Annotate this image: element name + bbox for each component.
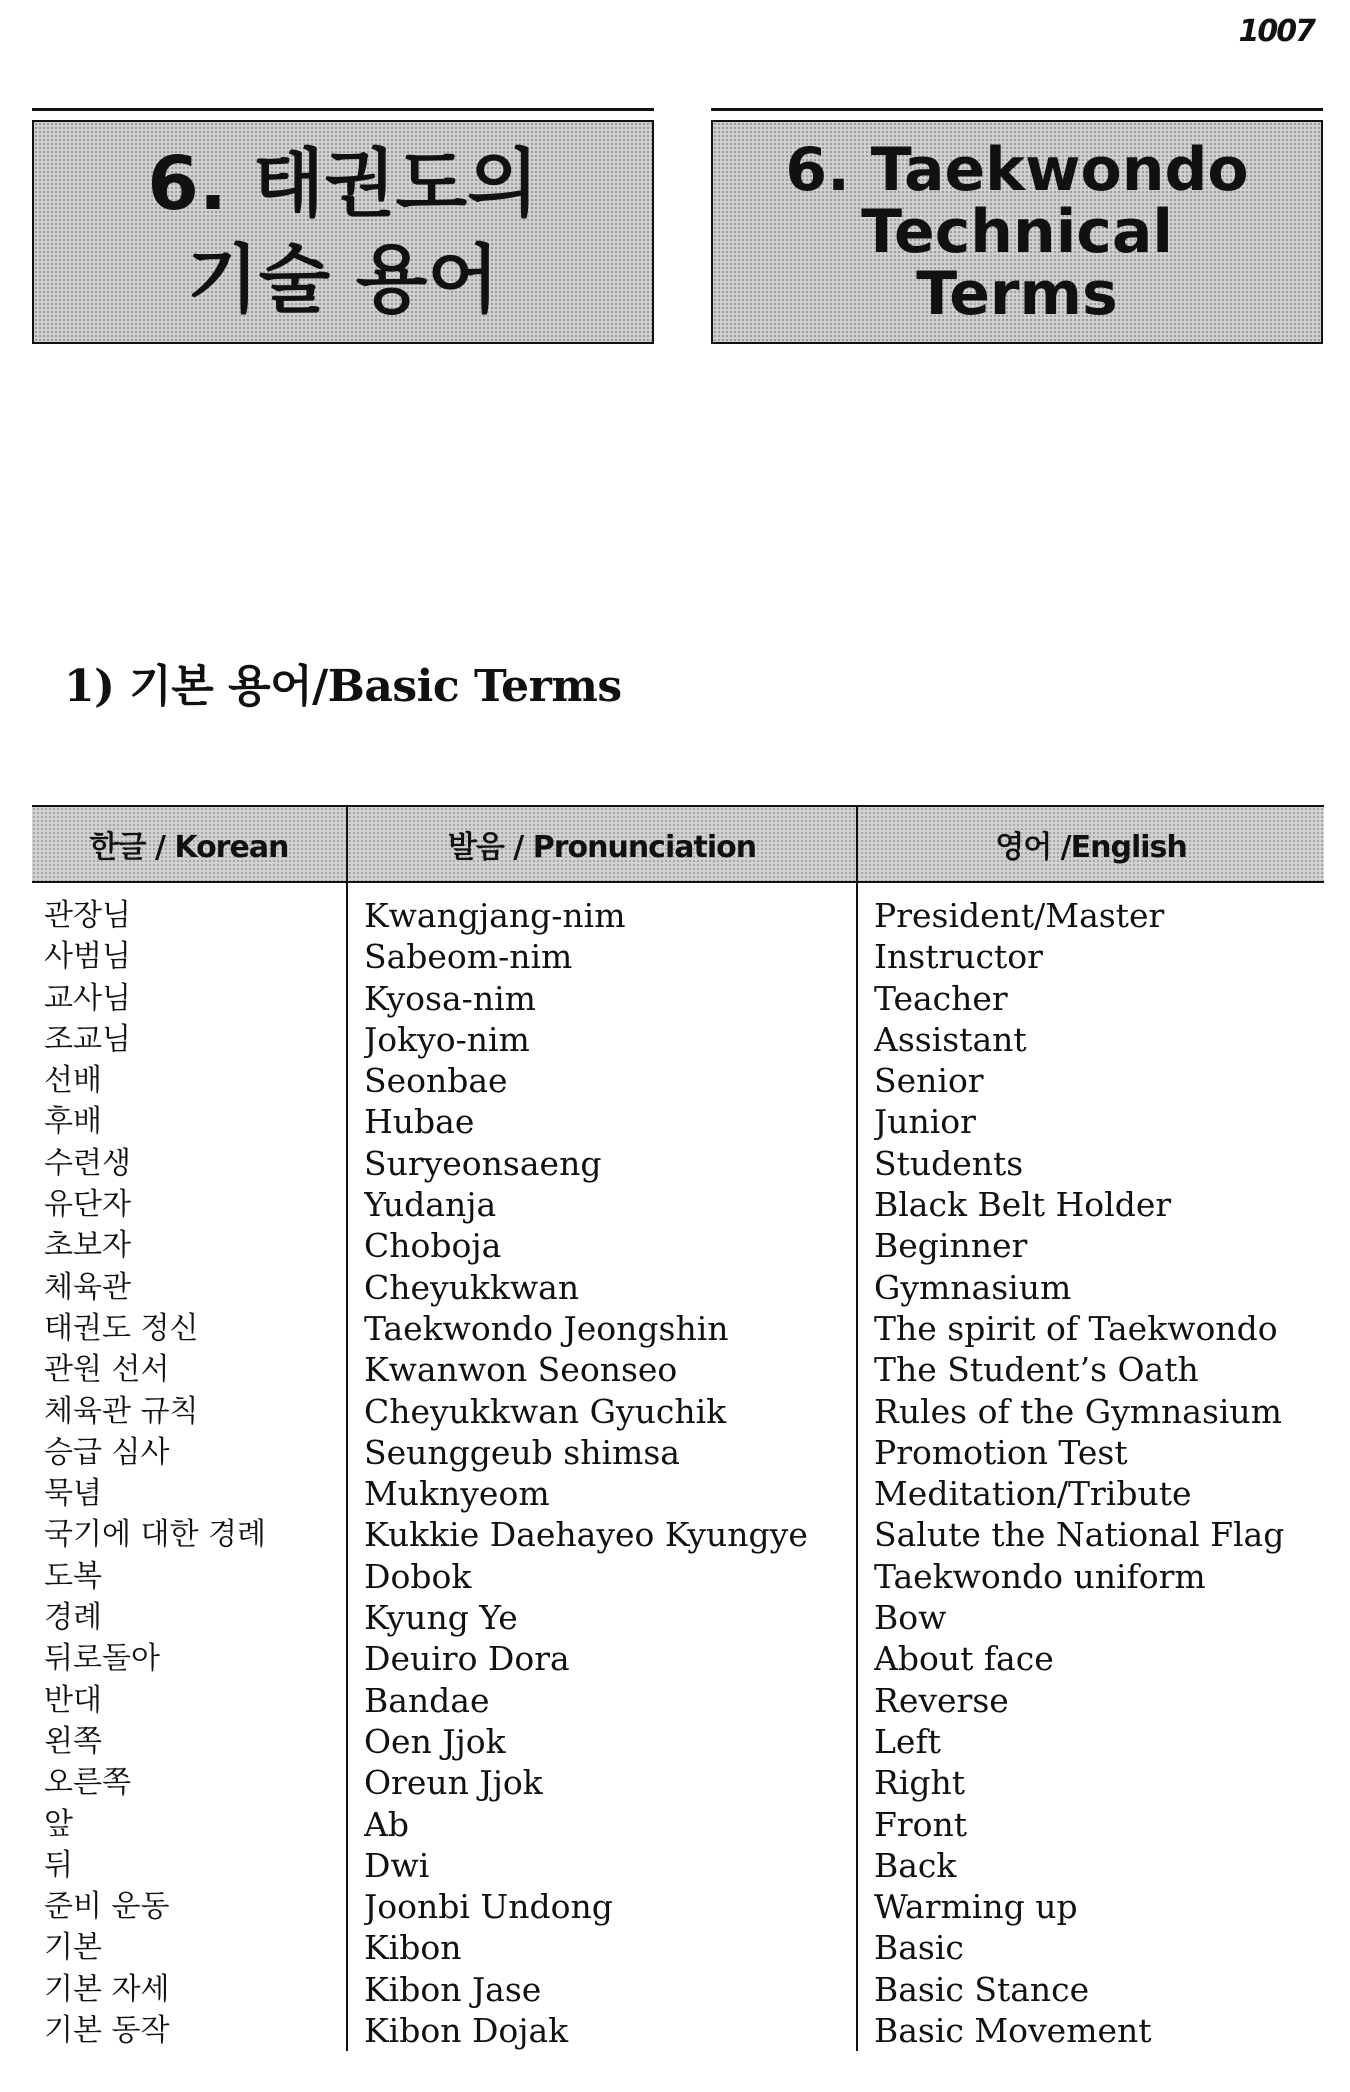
cell-english: Basic Movement <box>874 2011 1152 2051</box>
cell-english: Right <box>874 1763 966 1803</box>
cell-english: Students <box>874 1143 1024 1183</box>
header-english: 영어 /English <box>856 807 1324 881</box>
cell-pronunciation: Taekwondo Jeongshin <box>364 1308 729 1348</box>
cell-english: Instructor <box>874 937 1043 977</box>
cell-korean: 체육관 규칙 <box>44 1393 199 1429</box>
cell-pronunciation: Dwi <box>364 1845 430 1885</box>
cell-english: About face <box>874 1639 1054 1679</box>
cell-english: Left <box>874 1721 941 1761</box>
cell-pronunciation: Cheyukkwan <box>364 1267 580 1307</box>
cell-korean: 기본 자세 <box>44 1971 170 2007</box>
title-rule-left <box>32 108 654 111</box>
cell-english: Basic <box>874 1928 964 1968</box>
cell-english: Bow <box>874 1598 947 1638</box>
cell-pronunciation: Oen Jjok <box>364 1721 506 1761</box>
header-pronunciation: 발음 / Pronunciation <box>346 807 856 881</box>
cell-pronunciation: Choboja <box>364 1226 502 1266</box>
cell-korean: 묵념 <box>44 1476 102 1512</box>
cell-korean: 후배 <box>44 1104 102 1140</box>
chapter-title-english-line: Technical <box>861 197 1173 267</box>
cell-korean: 앞 <box>44 1806 73 1842</box>
cell-korean: 국기에 대한 경례 <box>44 1517 266 1553</box>
cell-english: Senior <box>874 1061 984 1101</box>
chapter-title-korean-line: 기술 용어 <box>187 237 499 323</box>
cell-pronunciation: Cheyukkwan Gyuchik <box>364 1391 727 1431</box>
cell-korean: 기본 <box>44 1930 102 1966</box>
cell-pronunciation: Kukkie Daehayeo Kyungye <box>364 1515 808 1555</box>
cell-korean: 선배 <box>44 1063 102 1099</box>
cell-english: Promotion Test <box>874 1432 1128 1472</box>
cell-english: Gymnasium <box>874 1267 1072 1307</box>
chapter-title-english-line: 6. Taekwondo <box>785 135 1249 205</box>
table-header-row <box>32 805 1324 883</box>
cell-english: Beginner <box>874 1226 1028 1266</box>
cell-english: Warming up <box>874 1887 1078 1927</box>
title-rule-right <box>711 108 1323 111</box>
cell-english: The spirit of Taekwondo <box>874 1308 1278 1348</box>
cell-korean: 태권도 정신 <box>44 1310 199 1346</box>
cell-english: Junior <box>874 1102 976 1142</box>
cell-korean: 오른쪽 <box>44 1765 131 1801</box>
cell-korean: 반대 <box>44 1682 102 1718</box>
cell-english: Assistant <box>874 1019 1027 1059</box>
cell-pronunciation: Deuiro Dora <box>364 1639 570 1679</box>
section-heading: 1) 기본 용어/Basic Terms <box>64 661 622 712</box>
cell-pronunciation: Kwanwon Seonseo <box>364 1350 678 1390</box>
cell-english: Basic Stance <box>874 1969 1090 2009</box>
cell-pronunciation: Jokyo-nim <box>364 1019 530 1059</box>
cell-korean: 수련생 <box>44 1145 131 1181</box>
cell-korean: 사범님 <box>44 939 131 975</box>
cell-pronunciation: Yudanja <box>364 1185 497 1225</box>
terms-table <box>32 805 1324 2051</box>
column-pronunciation <box>346 883 856 2051</box>
cell-pronunciation: Ab <box>364 1804 409 1844</box>
cell-korean: 왼쪽 <box>44 1723 102 1759</box>
cell-pronunciation: Kibon <box>364 1928 462 1968</box>
header-korean: 한글 / Korean <box>89 830 289 865</box>
cell-pronunciation: Sabeom-nim <box>364 937 573 977</box>
cell-korean: 관장님 <box>44 898 131 933</box>
cell-korean: 뒤로돌아 <box>44 1641 160 1677</box>
cell-korean: 초보자 <box>44 1228 131 1264</box>
cell-pronunciation: Hubae <box>364 1102 475 1142</box>
cell-korean: 도복 <box>44 1558 102 1594</box>
cell-pronunciation: Seonbae <box>364 1061 508 1101</box>
cell-pronunciation: Joonbi Undong <box>364 1887 613 1927</box>
cell-english: Salute the National Flag <box>874 1515 1285 1555</box>
cell-english: President/Master <box>874 896 1165 935</box>
cell-english: Back <box>874 1845 957 1885</box>
chapter-title-korean <box>32 120 654 344</box>
cell-english: Meditation/Tribute <box>874 1474 1192 1514</box>
chapter-title-korean-line: 6. 태권도의 <box>147 141 539 227</box>
cell-korean: 교사님 <box>44 980 131 1016</box>
cell-english: Teacher <box>874 978 1008 1018</box>
cell-korean: 관원 선서 <box>44 1352 170 1388</box>
cell-pronunciation: Kyung Ye <box>364 1598 518 1638</box>
cell-korean: 유단자 <box>44 1187 131 1223</box>
cell-korean: 준비 운동 <box>44 1889 170 1925</box>
chapter-title-english-line: Terms <box>916 259 1118 329</box>
cell-korean: 기본 동작 <box>44 2013 170 2049</box>
table-body <box>32 883 1324 2051</box>
page-number: 1007 <box>1238 14 1314 49</box>
cell-english: The Student’s Oath <box>874 1350 1199 1390</box>
cell-pronunciation: Dobok <box>364 1556 472 1596</box>
cell-korean: 경례 <box>44 1600 102 1636</box>
cell-pronunciation: Bandae <box>364 1680 490 1720</box>
cell-pronunciation: Suryeonsaeng <box>364 1143 602 1183</box>
cell-pronunciation: Muknyeom <box>364 1474 550 1514</box>
chapter-title-english <box>711 120 1323 344</box>
cell-english: Reverse <box>874 1680 1009 1720</box>
cell-english: Front <box>874 1804 968 1844</box>
cell-english: Taekwondo uniform <box>874 1556 1206 1596</box>
cell-korean: 조교님 <box>44 1021 131 1057</box>
cell-korean: 승급 심사 <box>44 1434 170 1470</box>
column-english <box>856 883 1324 2051</box>
cell-english: Rules of the Gymnasium <box>874 1391 1282 1431</box>
cell-pronunciation: Oreun Jjok <box>364 1763 543 1803</box>
cell-pronunciation: Seunggeub shimsa <box>364 1432 680 1472</box>
cell-pronunciation: Kwangjang-nim <box>364 896 626 935</box>
cell-pronunciation: Kyosa-nim <box>364 978 536 1018</box>
cell-pronunciation: Kibon Dojak <box>364 2011 569 2051</box>
cell-korean: 체육관 <box>44 1269 131 1305</box>
cell-pronunciation: Kibon Jase <box>364 1969 542 2009</box>
cell-english: Black Belt Holder <box>874 1185 1172 1225</box>
cell-korean: 뒤 <box>44 1847 73 1883</box>
column-korean <box>32 883 346 2051</box>
